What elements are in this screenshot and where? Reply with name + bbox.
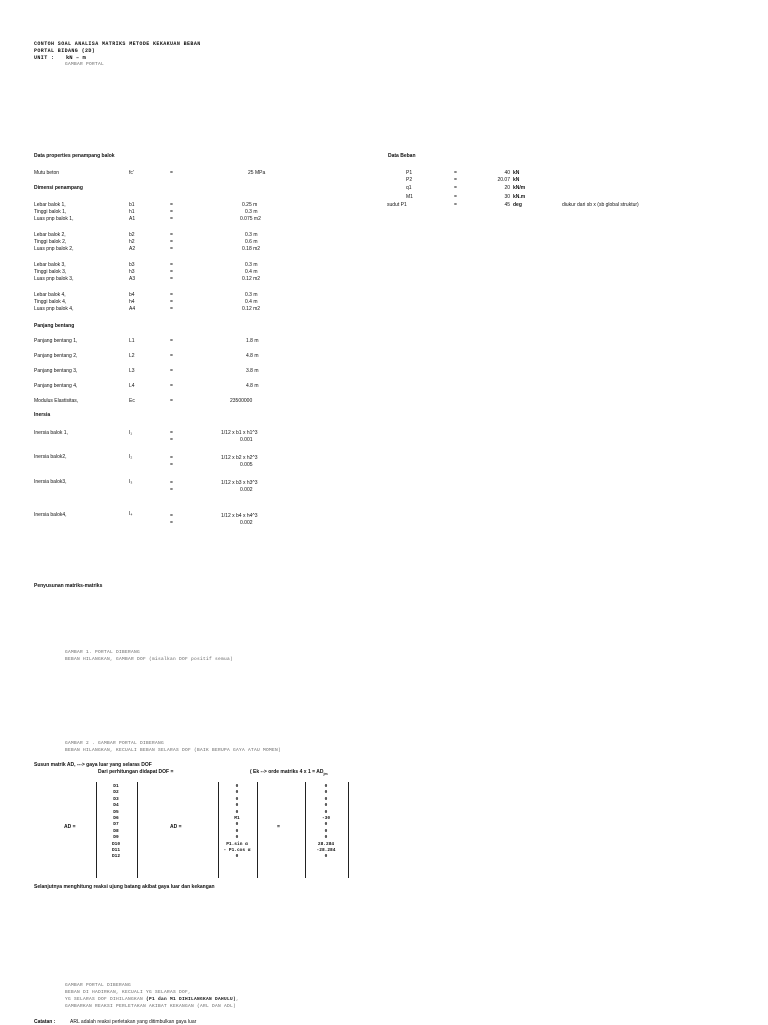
fig2-caption-line2: BEBAN HILANGKAN, KECUALI BEBAN SELARAS DOF (BAIK BERUPA GAYA ATAU MOMEN) bbox=[65, 748, 282, 753]
susun-subtitle: Dari perhitungan didapat DOF = bbox=[98, 769, 174, 775]
dof-label-7: D7 bbox=[113, 822, 119, 828]
inersia4-label: Inersia balok4, bbox=[34, 512, 67, 518]
beam1-b-val: 0.25 m bbox=[242, 202, 258, 208]
beam2-b-val: 0.3 m bbox=[245, 232, 258, 238]
load-p1-val: 40 bbox=[504, 170, 510, 176]
eq-sign: = bbox=[170, 353, 173, 359]
dof-label-12: D12 bbox=[111, 854, 121, 860]
eq-sign: = bbox=[170, 368, 173, 374]
inersia3-val: 0.002 bbox=[240, 487, 253, 493]
inersia1-label: Inersia balok 1, bbox=[34, 430, 68, 436]
fig1-caption-line1: GAMBAR 1. PORTAL DIBERANG bbox=[65, 650, 141, 655]
ad-symbolic-entry-5: 0 bbox=[235, 809, 239, 815]
ad-numeric-entry-10: 28.284 bbox=[317, 841, 335, 847]
next-step-title: Selanjutnya menghitung reaksi ujung batang akibat gaya luar dan kekangan bbox=[34, 884, 215, 890]
eq-sign: = bbox=[170, 455, 173, 461]
ad-symbolic-column bbox=[219, 784, 255, 861]
footer-note-label: Catatan : bbox=[34, 1019, 56, 1025]
modulus-val: 23500000 bbox=[230, 398, 253, 404]
bentang2-label: Panjang bentang 2, bbox=[34, 353, 78, 359]
ad-numeric-entry-5: 0 bbox=[324, 809, 328, 815]
footer-note-text: ARL adalah reaksi perletakan yang ditimbulkan gaya luar bbox=[70, 1019, 197, 1025]
ad-numeric-entry-7: 0 bbox=[324, 822, 328, 828]
ad-numeric-entry-8: 0 bbox=[324, 828, 328, 834]
eq-sign: = bbox=[170, 487, 173, 493]
beam1-luas-label: Luas pnp balok 1, bbox=[34, 216, 74, 222]
eq-sign: = bbox=[170, 239, 173, 245]
eq-sign: = bbox=[170, 276, 173, 282]
modulus-label: Modulus Elastisitas, bbox=[34, 398, 79, 404]
beam3-a-sym: A3 bbox=[129, 276, 136, 282]
props-title: Data properties penampang balok bbox=[34, 153, 115, 159]
bentang4-sym: L4 bbox=[129, 383, 135, 389]
matrix-section-title: Penyusunan matriks-matriks bbox=[34, 583, 103, 589]
dof-label-6: D6 bbox=[113, 816, 119, 822]
eq-sign: = bbox=[170, 246, 173, 252]
eq-sign: = bbox=[170, 520, 173, 526]
ad-numeric-entry-11: -28.284 bbox=[316, 848, 336, 854]
load-sudut-unit: deg bbox=[513, 202, 522, 208]
inersia3-sym: I₃ bbox=[129, 479, 133, 485]
beam1-h-sym: h1 bbox=[129, 209, 135, 215]
ad-numeric-entry-2: 0 bbox=[324, 790, 328, 796]
inersia4-sym: I₄ bbox=[129, 511, 133, 517]
beam2-h-val: 0.6 m bbox=[245, 239, 258, 245]
ad-numeric-entry-9: 0 bbox=[324, 835, 328, 841]
beam4-b-sym: b4 bbox=[129, 292, 135, 298]
beam2-h-sym: h2 bbox=[129, 239, 135, 245]
fig3-caption-line1: GAMBAR PORTAL DIBERANG bbox=[65, 983, 132, 988]
ad-symbolic-entry-11: - P1.cos α bbox=[223, 848, 251, 854]
ad-eq: = bbox=[277, 824, 280, 830]
bentang4-label: Panjang bentang 4, bbox=[34, 383, 78, 389]
unit-value: kN – m bbox=[66, 54, 86, 61]
beam3-b-val: 0.3 m bbox=[245, 262, 258, 268]
dof-label-2: D2 bbox=[113, 790, 119, 796]
fig3-caption-line3: YG SELARAS DOF DIHILANGKAN (P1 dan M1 DIHILANGKAN DAHULU), bbox=[65, 997, 240, 1002]
load-q1-eq: = bbox=[454, 185, 457, 191]
beam3-h-val: 0.4 m bbox=[245, 269, 258, 275]
figure-caption: GAMBAR PORTAL bbox=[65, 62, 105, 67]
load-sudut-eq: = bbox=[454, 202, 457, 208]
dof-label-11: D11 bbox=[111, 848, 121, 854]
dof-label-3: D3 bbox=[113, 796, 119, 802]
eq-sign: = bbox=[170, 299, 173, 305]
beam2-b-sym: b2 bbox=[129, 232, 135, 238]
loads-title: Data Beban bbox=[388, 153, 416, 159]
dof-label-column bbox=[97, 784, 135, 861]
inersia2-label: Inersia balok2, bbox=[34, 454, 67, 460]
ad-numeric-entry-12: 0 bbox=[324, 854, 328, 860]
fig3-caption-line4: GAMBARKAN REAKSI PERLETAKAN AKIBAT KEKANGAN (ARL DAN ADL) bbox=[65, 1004, 237, 1009]
unit-label: UNIT : bbox=[34, 55, 55, 61]
susun-title: Susun matrik AD, ---> gaya luar yang selaras DOF bbox=[34, 762, 152, 768]
load-p2-eq: = bbox=[454, 177, 457, 183]
dimensi-title: Dimensi penampang bbox=[34, 185, 83, 191]
beam2-tinggi-label: Tinggi balok 2, bbox=[34, 239, 67, 245]
bentang1-val: 1.8 m bbox=[246, 338, 259, 344]
ad-label-mid: AD = bbox=[170, 824, 182, 830]
ad-numeric-column bbox=[306, 784, 346, 861]
inersia1-formula: 1/12 x b1 x h1^3 bbox=[221, 430, 258, 436]
bentang3-label: Panjang bentang 3, bbox=[34, 368, 78, 374]
ad-symbolic-entry-4: 0 bbox=[235, 803, 239, 809]
beam4-a-val: 0.12 m2 bbox=[242, 306, 261, 312]
eq-sign: = bbox=[170, 262, 173, 268]
inersia3-label: Inersia balok3, bbox=[34, 479, 67, 485]
eq-sign: = bbox=[170, 292, 173, 298]
eq-sign: = bbox=[170, 269, 173, 275]
ad-symbolic-entry-8: 0 bbox=[235, 828, 239, 834]
bentang1-label: Panjang bentang 1, bbox=[34, 338, 78, 344]
ad-numeric-entry-3: 0 bbox=[324, 796, 328, 802]
beam3-a-val: 0.12 m2 bbox=[242, 276, 261, 282]
modulus-sym: Ec bbox=[129, 398, 135, 404]
beam3-tinggi-label: Tinggi balok 3, bbox=[34, 269, 67, 275]
beam1-a-val: 0.075 m2 bbox=[240, 216, 261, 222]
dof-label-8: D8 bbox=[113, 828, 119, 834]
load-p2-unit: kN bbox=[513, 177, 520, 183]
beam4-a-sym: A4 bbox=[129, 306, 136, 312]
bentang3-val: 3.8 m bbox=[246, 368, 259, 374]
inersia1-sym: I₁ bbox=[129, 430, 133, 436]
beam1-b-sym: b1 bbox=[129, 202, 135, 208]
eq-sign: = bbox=[170, 430, 173, 436]
susun-right: ( Ek --> orde matriks 4 x $1 = AD_{jm}$ bbox=[250, 769, 328, 776]
inersia2-formula: 1/12 x b2 x h2^3 bbox=[221, 455, 258, 461]
load-m1-unit: kN.m bbox=[513, 194, 526, 200]
beam2-a-sym: A2 bbox=[129, 246, 136, 252]
ad-symbolic-entry-2: 0 bbox=[235, 790, 239, 796]
ad-symbolic-entry-12: 0 bbox=[235, 854, 239, 860]
load-p2-val: 20.07 bbox=[497, 177, 510, 183]
inersia-title: Inersia bbox=[34, 412, 51, 418]
ad-symbolic-entry-7: 0 bbox=[235, 822, 239, 828]
beam4-tinggi-label: Tinggi balok 4, bbox=[34, 299, 67, 305]
beam3-lebar-label: Lebar balok 3, bbox=[34, 262, 66, 268]
inersia2-val: 0.005 bbox=[240, 462, 253, 468]
bentang4-val: 4.8 m bbox=[246, 383, 259, 389]
beam3-h-sym: h3 bbox=[129, 269, 135, 275]
beam1-tinggi-label: Tinggi balok 1, bbox=[34, 209, 67, 215]
beam1-a-sym: A1 bbox=[129, 216, 136, 222]
load-sudut-val: 45 bbox=[504, 202, 510, 208]
ad-symbolic-entry-1: 0 bbox=[235, 784, 239, 789]
fig2-caption-line1: GAMBAR 2 . GAMBAR PORTAL DIBERANG bbox=[65, 741, 165, 746]
beam4-lebar-label: Lebar balok 4, bbox=[34, 292, 66, 298]
load-q1-val: 20 bbox=[504, 185, 510, 191]
beam3-luas-label: Luas pnp balok 3, bbox=[34, 276, 74, 282]
eq-sign: = bbox=[170, 338, 173, 344]
bentang1-sym: L1 bbox=[129, 338, 135, 344]
load-sudut-note: diukur dari sb x (sb global struktur) bbox=[562, 202, 639, 208]
mutu-eq: = bbox=[170, 170, 173, 176]
mutu-label: Mutu beton bbox=[34, 170, 60, 176]
ad-symbolic-entry-9: 0 bbox=[235, 835, 239, 841]
beam4-h-sym: h4 bbox=[129, 299, 135, 305]
doc-title: CONTOH SOAL ANALISA MATRIKS METODE KEKAKUAN BEBAN bbox=[34, 41, 201, 47]
eq-sign: = bbox=[170, 383, 173, 389]
eq-sign: = bbox=[170, 398, 173, 404]
beam2-lebar-label: Lebar balok 2, bbox=[34, 232, 66, 238]
bentang2-val: 4.8 m bbox=[246, 353, 259, 359]
eq-sign: = bbox=[170, 216, 173, 222]
fig1-caption-line2: BEBAN HILANGKAN, GAMBAR DOF (misalkan DOF positif semua) bbox=[65, 657, 234, 662]
fig3-caption-line2: BEBAN DI HADIRKAN, KECUALI YG SELARAS DOF, bbox=[65, 990, 192, 995]
load-q1-sym: q1 bbox=[406, 185, 412, 191]
bentang2-sym: L2 bbox=[129, 353, 135, 359]
eq-sign: = bbox=[170, 513, 173, 519]
eq-sign: = bbox=[170, 480, 173, 486]
ad-numeric-entry-6: -30 bbox=[321, 816, 331, 822]
bentang-title: Panjang bentang bbox=[34, 323, 75, 329]
beam1-lebar-label: Lebar balok 1, bbox=[34, 202, 66, 208]
dof-label-9: D9 bbox=[113, 835, 119, 841]
beam3-b-sym: b3 bbox=[129, 262, 135, 268]
beam4-b-val: 0.3 m bbox=[245, 292, 258, 298]
eq-sign: = bbox=[170, 306, 173, 312]
dof-label-4: D4 bbox=[113, 803, 119, 809]
load-m1-eq: = bbox=[454, 194, 457, 200]
doc-subtitle: PORTAL BIDANG (2D) bbox=[34, 48, 96, 54]
load-sudut-sym: sudut P1 bbox=[387, 202, 407, 208]
load-m1-sym: M1 bbox=[406, 194, 413, 200]
inersia4-val: 0.002 bbox=[240, 520, 253, 526]
load-m1-val: 30 bbox=[504, 194, 510, 200]
ad-symbolic-entry-10: P1.sin α bbox=[226, 841, 248, 847]
beam2-luas-label: Luas pnp balok 2, bbox=[34, 246, 74, 252]
load-p1-eq: = bbox=[454, 170, 457, 176]
beam1-h-val: 0.3 m bbox=[245, 209, 258, 215]
dof-label-10: D10 bbox=[111, 841, 121, 847]
ad-numeric-entry-4: 0 bbox=[324, 803, 328, 809]
eq-sign: = bbox=[170, 209, 173, 215]
eq-sign: = bbox=[170, 437, 173, 443]
inersia1-val: 0.001 bbox=[240, 437, 253, 443]
mutu-value: 25 MPa bbox=[248, 170, 266, 176]
dof-label-1: D1 bbox=[113, 784, 119, 789]
eq-sign: = bbox=[170, 232, 173, 238]
load-q1-unit: kN/m bbox=[513, 185, 526, 191]
eq-sign: = bbox=[170, 202, 173, 208]
ad-numeric-entry-1: 0 bbox=[324, 784, 328, 789]
inersia4-formula: 1/12 x b4 x h4^3 bbox=[221, 513, 258, 519]
load-p1-sym: P1 bbox=[406, 170, 413, 176]
eq-sign: = bbox=[170, 462, 173, 468]
dof-label-5: D5 bbox=[113, 809, 119, 815]
bentang3-sym: L3 bbox=[129, 368, 135, 374]
beam2-a-val: 0.18 m2 bbox=[242, 246, 261, 252]
beam4-luas-label: Luas pnp balok 4, bbox=[34, 306, 74, 312]
load-p1-unit: kN bbox=[513, 170, 520, 176]
mutu-symbol: fc' bbox=[129, 170, 134, 176]
ad-symbolic-entry-6: M1 bbox=[234, 816, 240, 822]
inersia3-formula: 1/12 x b3 x h3^3 bbox=[221, 480, 258, 486]
beam4-h-val: 0.4 m bbox=[245, 299, 258, 305]
ad-symbolic-entry-3: 0 bbox=[235, 796, 239, 802]
inersia2-sym: I₂ bbox=[129, 454, 133, 460]
load-p2-sym: P2 bbox=[406, 177, 413, 183]
ad-label-left: AD = bbox=[64, 824, 76, 830]
